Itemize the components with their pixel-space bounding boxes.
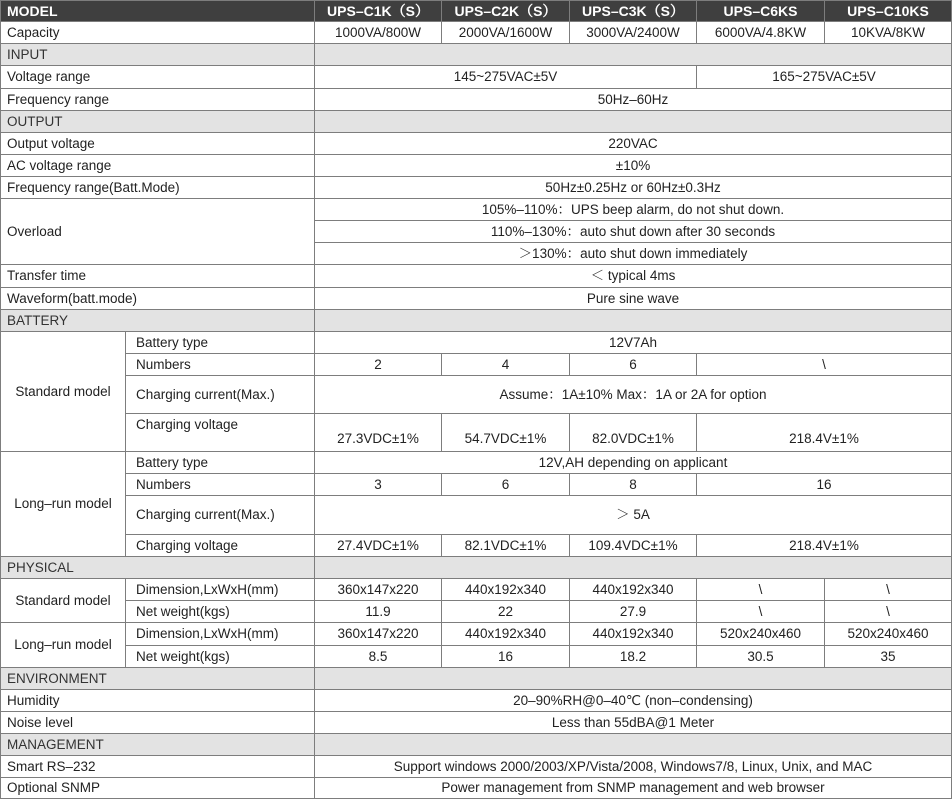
section-fill [315,557,952,579]
model-name: UPS–C1K（S） [315,1,442,22]
capacity-value: 3000VA/2400W [570,22,697,44]
section-fill [315,310,952,332]
value-cell: 6 [442,474,570,496]
value-cell: 145~275VAC±5V [315,66,697,89]
physical-standard-dimension-row [1,579,952,601]
section-fill [315,111,952,133]
frequency-batt-row [1,177,952,199]
group-label: Standard model [1,579,126,623]
row-label: Numbers [126,474,315,496]
value-cell: 35 [825,646,952,668]
value-cell: \ [825,579,952,601]
row-label: Capacity [1,22,315,44]
row-label: Dimension,LxWxH(mm) [126,579,315,601]
value-cell: 440x192x340 [442,623,570,646]
value-cell: 16 [442,646,570,668]
value-cell: 18.2 [570,646,697,668]
capacity-value: 2000VA/1600W [442,22,570,44]
model-header: MODEL [1,1,315,22]
value-cell: 12V7Ah [315,332,952,354]
value-cell: \ [697,579,825,601]
row-label: Frequency range [1,89,315,111]
snmp-row [1,778,952,799]
value-cell: Support windows 2000/2003/XP/Vista/2008, Windows7/8, Linux, Unix, and MAC [315,756,952,778]
section-row-physical [1,557,952,579]
group-label: Long–run model [1,452,126,557]
section-row-environment [1,668,952,690]
rs232-row [1,756,952,778]
value-cell: 109.4VDC±1% [570,535,697,557]
value-cell: 520x240x460 [825,623,952,646]
battery-standard-voltage-row [1,414,952,434]
voltage-range-row [1,66,952,89]
value-cell: \ [697,354,952,376]
row-label: Dimension,LxWxH(mm) [126,623,315,646]
value-cell: 520x240x460 [697,623,825,646]
battery-longrun-numbers-row [1,474,952,496]
value-cell: 440x192x340 [442,579,570,601]
overload-line: 110%–130%：auto shut down after 30 seconds [315,221,952,243]
section-row-battery [1,310,952,332]
value-cell: 360x147x220 [315,579,442,601]
row-label: Overload [1,199,315,265]
section-title: OUTPUT [1,111,315,133]
group-label: Long–run model [1,623,126,668]
value-cell: \ [825,601,952,623]
value-cell: 4 [442,354,570,376]
battery-longrun-voltage-row [1,535,952,557]
value-cell: 165~275VAC±5V [697,66,952,89]
row-label: Battery type [126,452,315,474]
row-label: Smart RS–232 [1,756,315,778]
waveform-row [1,288,952,310]
section-title: PHYSICAL [1,557,315,579]
model-name: UPS–C10KS [825,1,952,22]
value-cell: 16 [697,474,952,496]
value-cell: 440x192x340 [570,579,697,601]
row-label: Waveform(batt.mode) [1,288,315,310]
value-cell: 218.4V±1% [697,414,952,452]
humidity-row [1,690,952,712]
row-label: Battery type [126,332,315,354]
section-title: MANAGEMENT [1,734,315,756]
row-label: Net weight(kgs) [126,646,315,668]
section-row-management [1,734,952,756]
battery-standard-type-row [1,332,952,354]
row-label: Charging voltage [126,414,315,452]
battery-standard-numbers-row [1,354,952,376]
overload-line: ＞130%：auto shut down immediately [315,243,952,265]
value-cell: Assume：1A±10% Max：1A or 2A for option [315,376,952,414]
row-label: Charging voltage [126,535,315,557]
capacity-value: 10KVA/8KW [825,22,952,44]
value-cell: 8 [570,474,697,496]
section-row-input [1,44,952,66]
value-cell: 218.4V±1% [697,535,952,557]
row-label: Humidity [1,690,315,712]
battery-longrun-type-row [1,452,952,474]
value-cell: 20–90%RH@0–40℃ (non–condensing) [315,690,952,712]
section-title: INPUT [1,44,315,66]
battery-longrun-current-row [1,496,952,535]
value-cell: 82.1VDC±1% [442,535,570,557]
overload-line: 105%–110%：UPS beep alarm, do not shut down. [315,199,952,221]
model-name: UPS–C2K（S） [442,1,570,22]
value-cell: 82.0VDC±1% [570,414,697,452]
value-cell: 220VAC [315,133,952,155]
row-label: Transfer time [1,265,315,288]
value-cell: 27.9 [570,601,697,623]
row-label: Frequency range(Batt.Mode) [1,177,315,199]
capacity-value: 6000VA/4.8KW [697,22,825,44]
value-cell: 12V,AH depending on applicant [315,452,952,474]
value-cell: 2 [315,354,442,376]
row-label: Charging current(Max.) [126,496,315,535]
value-cell: \ [697,601,825,623]
header-row [1,1,952,22]
value-cell: ＞ 5A [315,496,952,535]
noise-row [1,712,952,734]
section-row-output [1,111,952,133]
value-cell: 30.5 [697,646,825,668]
row-label: Net weight(kgs) [126,601,315,623]
value-cell: Power management from SNMP management and web browser [315,778,952,799]
value-cell: Less than 55dBA@1 Meter [315,712,952,734]
value-cell: 54.7VDC±1% [442,414,570,452]
physical-longrun-dimension-row [1,623,952,646]
output-voltage-row [1,133,952,155]
value-cell: 8.5 [315,646,442,668]
row-label: Charging current(Max.) [126,376,315,414]
value-cell: 440x192x340 [570,623,697,646]
physical-standard-weight-row [1,601,952,623]
section-fill [315,734,952,756]
transfer-time-row [1,265,952,288]
row-label: Optional SNMP [1,778,315,799]
capacity-row [1,22,952,44]
row-label: Noise level [1,712,315,734]
value-cell: 27.3VDC±1% [315,414,442,452]
section-fill [315,668,952,690]
ac-voltage-range-row [1,155,952,177]
section-title: ENVIRONMENT [1,668,315,690]
value-cell: ±10% [315,155,952,177]
value-cell: 50Hz±0.25Hz or 60Hz±0.3Hz [315,177,952,199]
group-label: Standard model [1,332,126,452]
value-cell: 3 [315,474,442,496]
value-cell: 27.4VDC±1% [315,535,442,557]
physical-longrun-weight-row [1,646,952,668]
capacity-value: 1000VA/800W [315,22,442,44]
row-label: Numbers [126,354,315,376]
frequency-range-row [1,89,952,111]
value-cell: 360x147x220 [315,623,442,646]
value-cell: ＜ typical 4ms [315,265,952,288]
model-name: UPS–C6KS [697,1,825,22]
value-cell: 11.9 [315,601,442,623]
row-label: Output voltage [1,133,315,155]
row-label: AC voltage range [1,155,315,177]
battery-standard-current-row [1,376,952,414]
value-cell: 6 [570,354,697,376]
value-cell: Pure sine wave [315,288,952,310]
row-label: Voltage range [1,66,315,89]
model-name: UPS–C3K（S） [570,1,697,22]
section-fill [315,44,952,66]
value-cell: 50Hz–60Hz [315,89,952,111]
overload-row [1,199,952,221]
section-title: BATTERY [1,310,315,332]
value-cell: 22 [442,601,570,623]
